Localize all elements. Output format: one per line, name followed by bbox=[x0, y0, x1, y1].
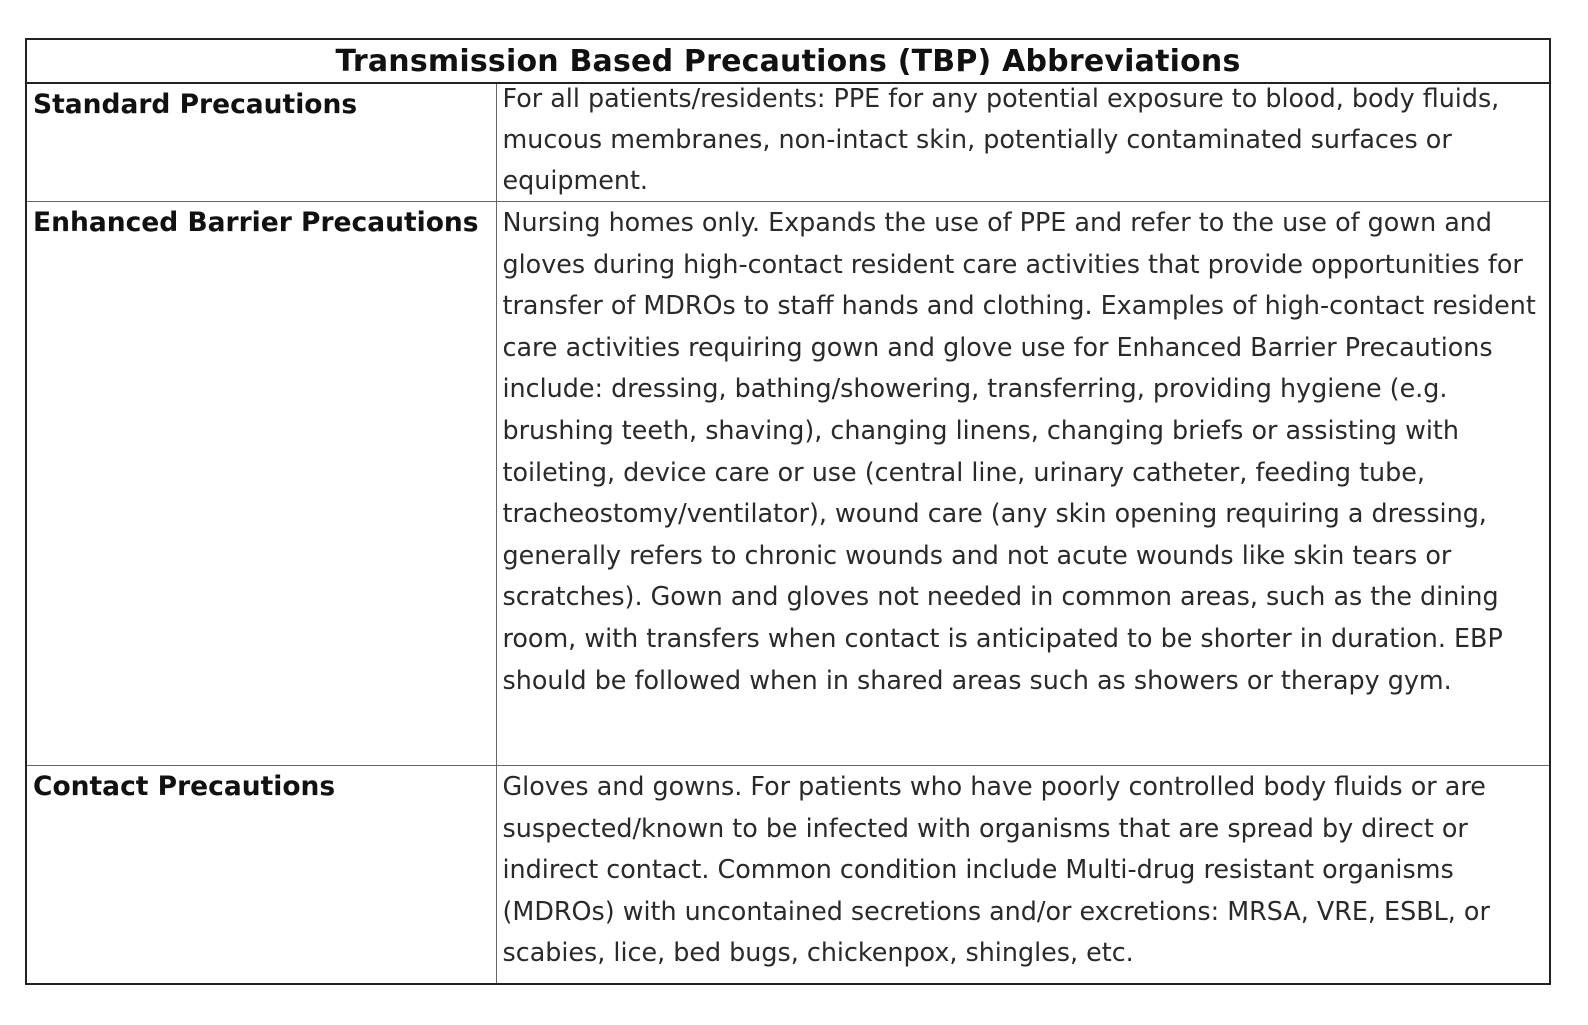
definition-contact-precautions: Gloves and gowns. For patients who have poorly controlled body fluids or are suspected/known to be infected with organisms that are spread by direct or indirect contact. Common condition include Multi-drug resistant organisms (MDROs) with uncontained secretions and/or excretions: MRSA, VRE, ESBL, or scabies, lice, bed bugs, chickenpox, shingles, etc. bbox=[502, 771, 1490, 968]
precautions-table bbox=[25, 38, 1551, 985]
definition-enhanced-barrier-precautions: Nursing homes only. Expands the use of PPE and refer to the use of gown and gloves during high-contact resident care activities that provide opportunities for transfer of MDROs to staff hands and clothing. Examples of high-contact resident care activities requiring gown and glove use for Enhanced Barrier Precautions include: dressing, bathing/showering, transferring, providing hygiene (e.g. brushing teeth, shaving), changing linens, changing briefs or assisting with toileting, device care or use (central line, urinary catheter, feeding tube, tracheostomy/ventilator), wound care (any skin opening requiring a dressing, generally refers to chronic wounds and not acute wounds like skin tears or scratches). Gown and gloves not needed in common areas, such as the dining room, with transfers when contact is anticipated to be shorter in duration. EBP should be followed when in shared areas such as showers or therapy gym. bbox=[502, 207, 1536, 695]
definition-cell-standard-precautions bbox=[496, 83, 1550, 202]
term-standard-precautions: Standard Precautions bbox=[26, 83, 496, 202]
table-row-contact-precautions bbox=[26, 766, 1550, 984]
table-title: Transmission Based Precautions (TBP) Abbreviations bbox=[26, 39, 1550, 83]
definition-cell-enhanced-barrier-precautions bbox=[496, 202, 1550, 766]
definition-standard-precautions: For all patients/residents: PPE for any potential exposure to blood, body fluids, mucous membranes, non-intact skin, potentially contaminated surfaces or equipment. bbox=[502, 83, 1500, 195]
term-enhanced-barrier-precautions: Enhanced Barrier Precautions bbox=[26, 202, 496, 766]
definition-cell-contact-precautions bbox=[496, 766, 1550, 984]
table-header-row bbox=[26, 39, 1550, 83]
term-contact-precautions: Contact Precautions bbox=[26, 766, 496, 984]
table-row-enhanced-barrier-precautions bbox=[26, 202, 1550, 766]
table-row-standard-precautions bbox=[26, 83, 1550, 202]
